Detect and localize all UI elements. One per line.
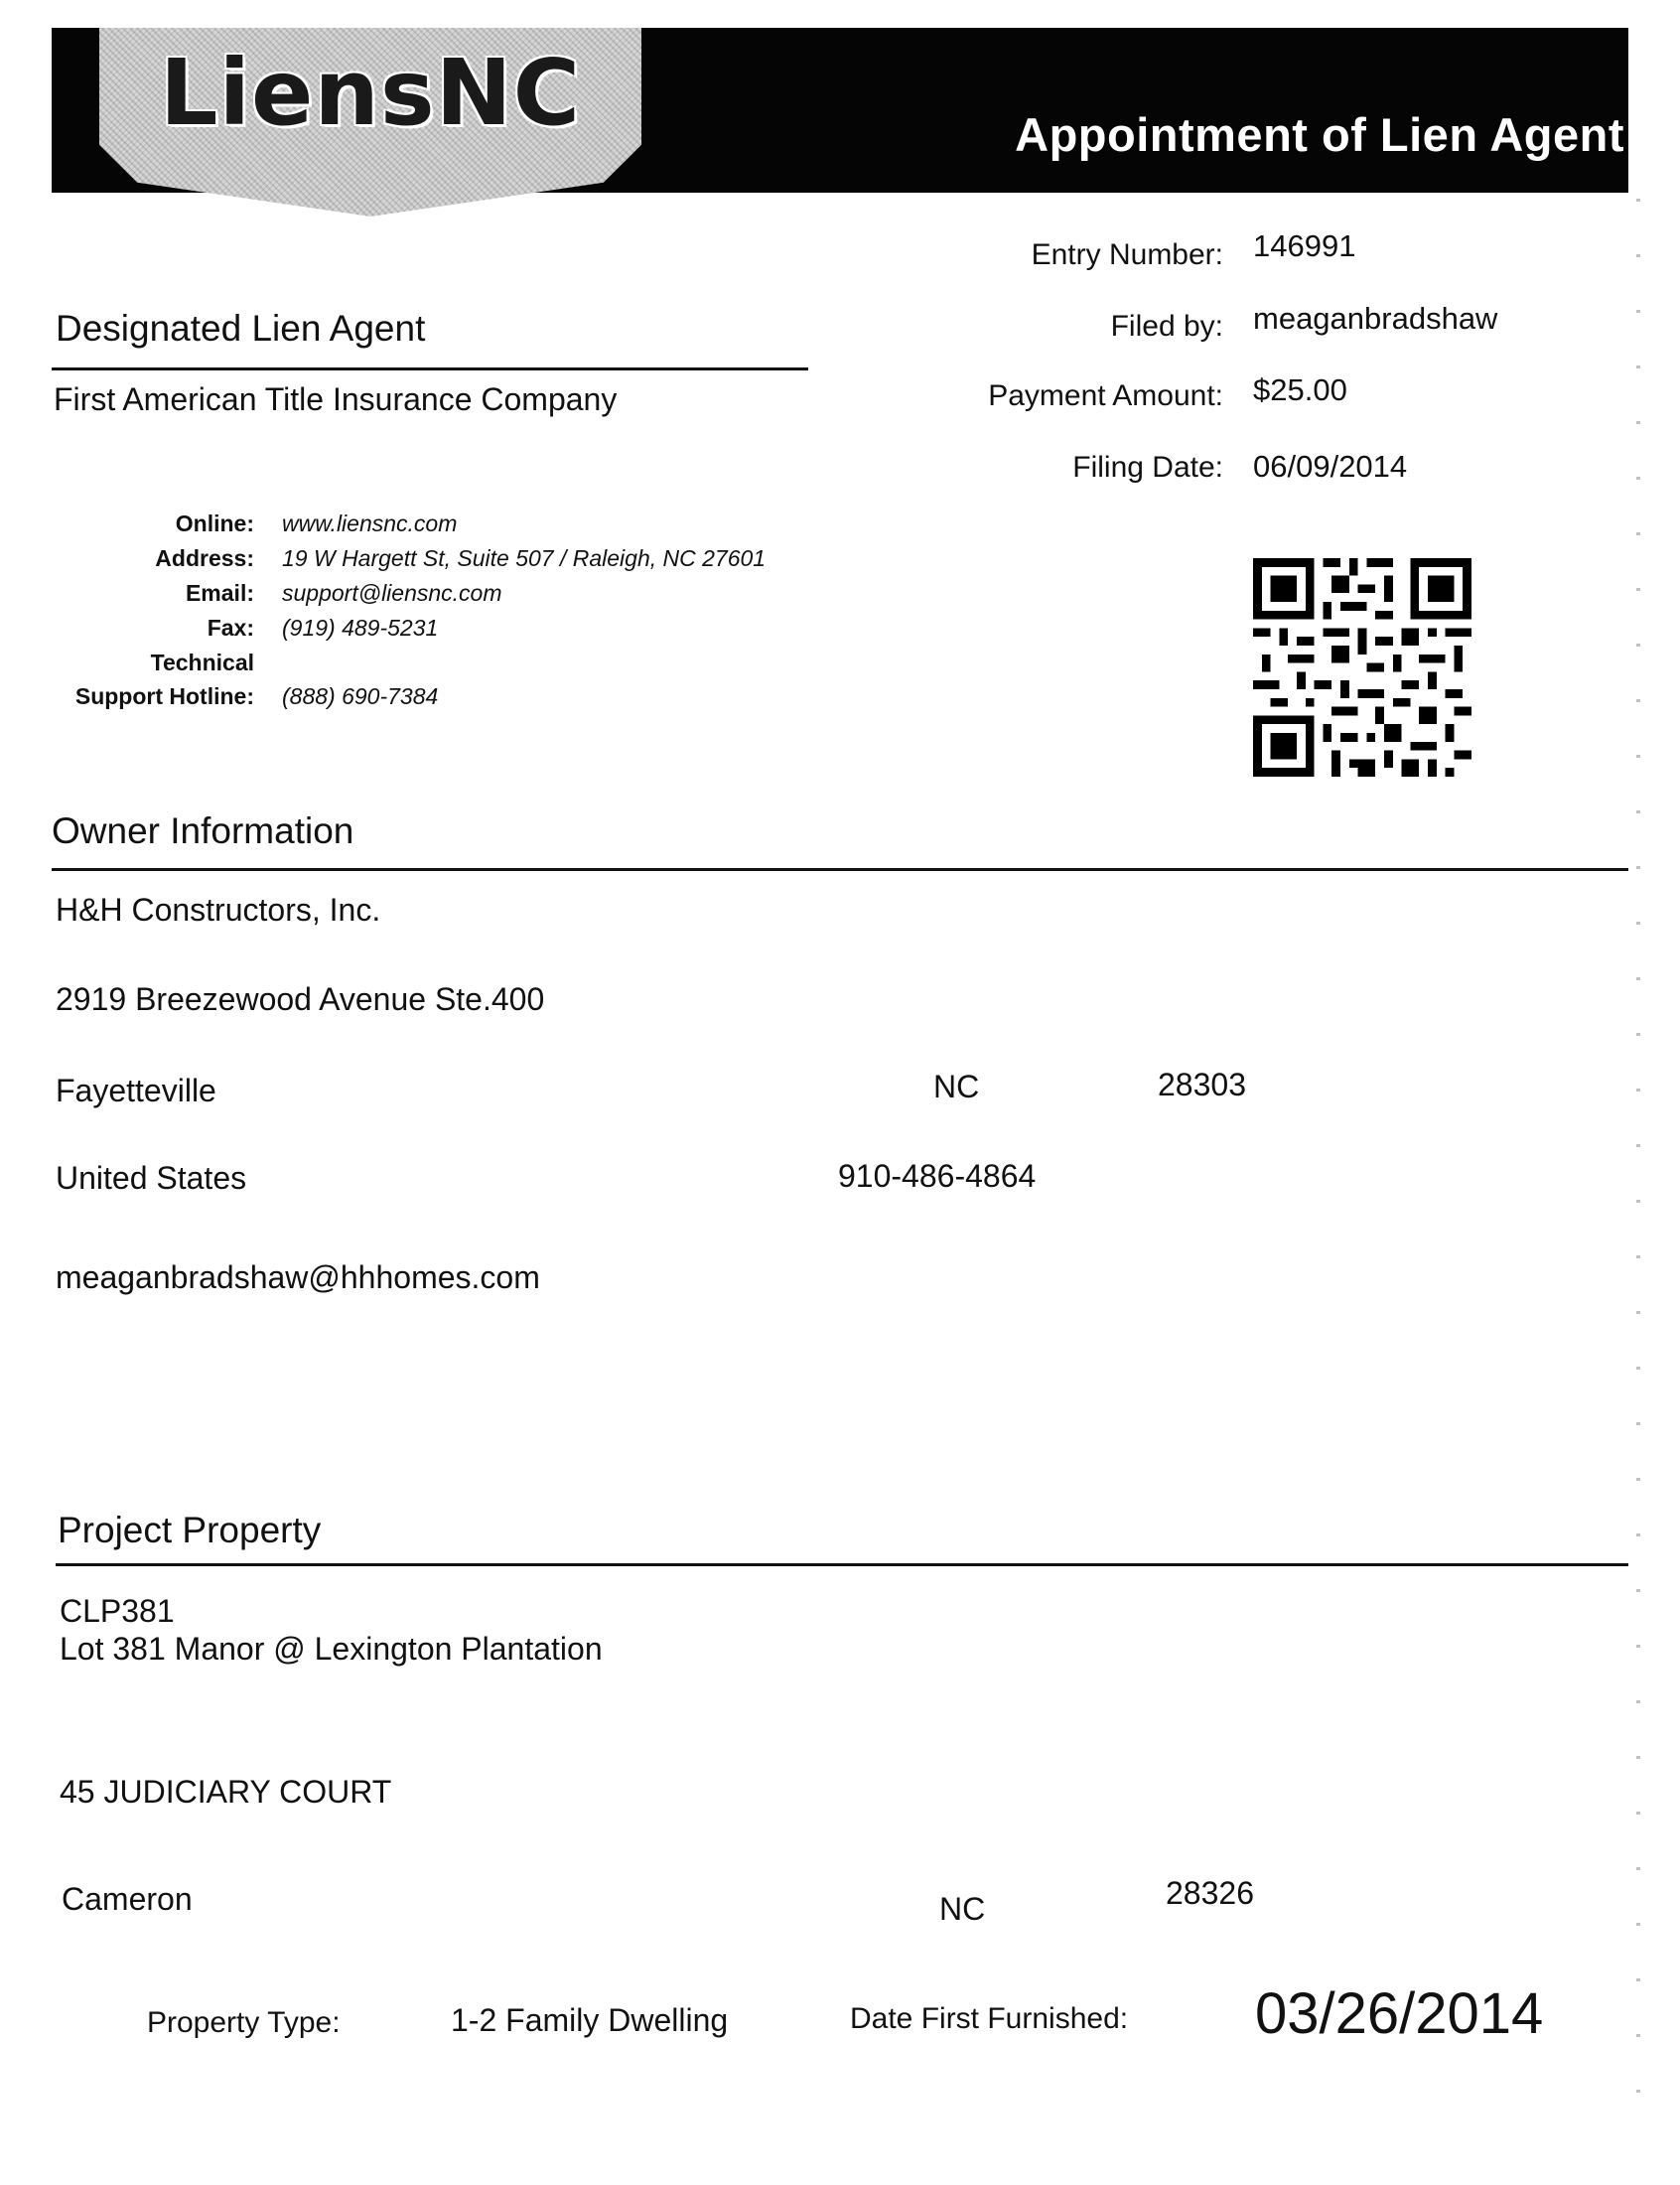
- online-label: Online:: [175, 510, 254, 536]
- owner-phone: 910-486-4864: [838, 1158, 1037, 1194]
- hotline-value: (888) 690-7384: [282, 683, 439, 709]
- date-first-furnished-value: 03/26/2014: [1255, 1981, 1544, 2046]
- owner-rule: [52, 868, 1628, 871]
- owner-state: NC: [933, 1069, 980, 1104]
- property-street: 45 JUDICIARY COURT: [60, 1774, 392, 1810]
- email-value: support@liensnc.com: [282, 580, 502, 606]
- qr-code: [1253, 558, 1471, 777]
- owner-heading: Owner Information: [52, 810, 354, 851]
- property-code: CLP381: [60, 1593, 175, 1629]
- hotline-label-line2: Support Hotline:: [74, 683, 254, 709]
- fax-value: (919) 489-5231: [282, 615, 439, 641]
- date-first-furnished-label: Date First Furnished:: [850, 2002, 1129, 2035]
- filing-date-label: Filing Date:: [1072, 451, 1223, 484]
- filed-by-label: Filed by:: [1110, 310, 1223, 343]
- payment-amount-label: Payment Amount:: [988, 379, 1223, 412]
- property-description: Lot 381 Manor @ Lexington Plantation: [60, 1631, 603, 1667]
- online-value: www.liensnc.com: [282, 510, 458, 536]
- entry-number-label: Entry Number:: [1031, 238, 1223, 271]
- scan-margin-artifacts: [1636, 199, 1640, 2145]
- document-title: Appointment of Lien Agent: [1015, 108, 1624, 161]
- property-type-label: Property Type:: [147, 2006, 341, 2039]
- owner-zip: 28303: [1158, 1067, 1246, 1102]
- email-label: Email:: [185, 580, 254, 606]
- property-heading: Project Property: [58, 1510, 322, 1550]
- address-label: Address:: [155, 545, 254, 571]
- owner-country: United States: [56, 1160, 247, 1196]
- fax-label: Fax:: [207, 615, 254, 641]
- property-zip: 28326: [1166, 1875, 1254, 1911]
- property-city: Cameron: [62, 1881, 193, 1917]
- lien-agent-rule: [52, 367, 808, 370]
- owner-email: meaganbradshaw@hhhomes.com: [56, 1259, 540, 1295]
- payment-amount-value: $25.00: [1253, 372, 1347, 407]
- owner-city: Fayetteville: [56, 1073, 216, 1108]
- lien-agent-name: First American Title Insurance Company: [54, 381, 618, 417]
- hotline-label-line1: Technical: [150, 650, 254, 675]
- entry-number-value: 146991: [1253, 228, 1356, 263]
- property-rule: [56, 1563, 1628, 1566]
- property-type-value: 1-2 Family Dwelling: [451, 2002, 729, 2038]
- owner-name: H&H Constructors, Inc.: [56, 892, 381, 928]
- filing-date-value: 06/09/2014: [1253, 449, 1408, 484]
- filed-by-value: meaganbradshaw: [1253, 301, 1498, 336]
- owner-street: 2919 Breezewood Avenue Ste.400: [56, 981, 545, 1017]
- property-state: NC: [939, 1891, 986, 1927]
- address-value: 19 W Hargett St, Suite 507 / Raleigh, NC 27601: [282, 545, 767, 571]
- liensnc-logo: LiensNC: [159, 40, 582, 146]
- lien-agent-heading: Designated Lien Agent: [56, 308, 426, 349]
